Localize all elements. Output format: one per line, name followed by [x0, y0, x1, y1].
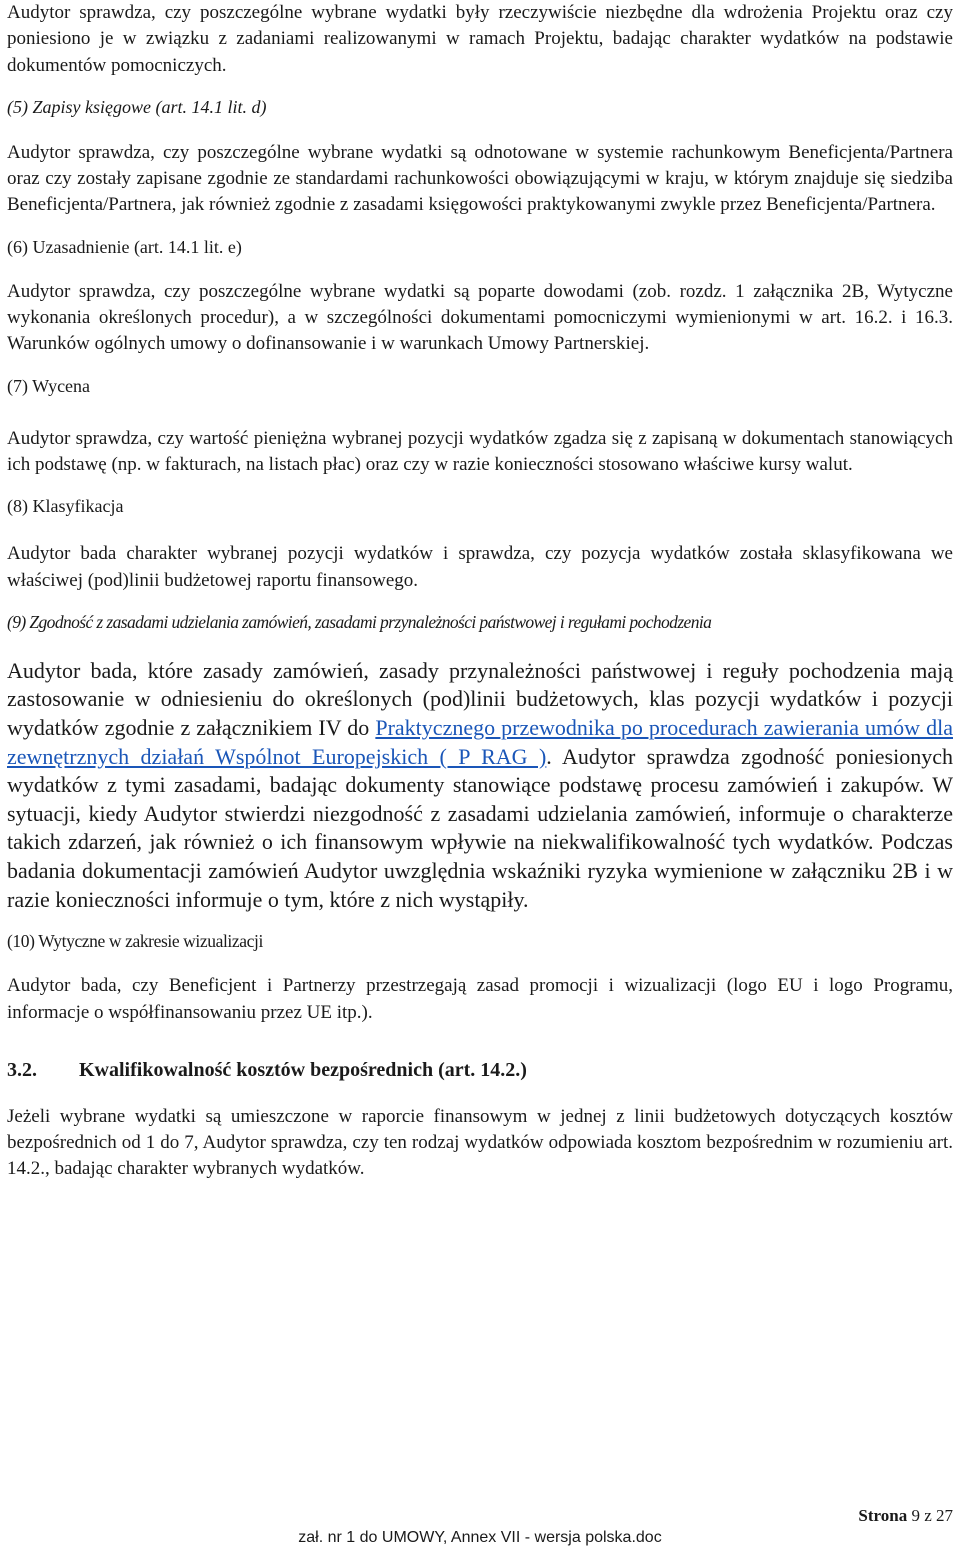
section-5-heading: (5) Zapisy księgowe (art. 14.1 lit. d): [7, 96, 267, 117]
section-9-paragraph: [7, 657, 953, 914]
section-6-heading: (6) Uzasadnienie (art. 14.1 lit. e): [7, 236, 242, 257]
section-7-paragraph: Audytor sprawdza, czy wartość pieniężna wybranej pozycji wydatków zgadza się z zapisaną w dokumentach stanowiących ich podstawę (np. w fakturach, na listach płac) oraz czy w razie konieczności stosowano właściwe kursy walut.: [7, 427, 953, 475]
section-10-heading: (10) Wytyczne w zakresie wizualizacji: [7, 931, 263, 952]
section-9-text-after: . Audytor sprawdza zgodność poniesionych wydatków z tymi zasadami, badając dokumenty stanowiące podstawę procesu zamówień i zakupów. W sytuacji, kiedy Audytor stwierdzi niezgodność z zasadami udzielania zamówień, informuje o charakterze takich zdarzeń, jak również o ich finansowym wpływie na niekwalifikowalność tych wydatków. Podczas badania dokumentacji zamówień Audytor uwzględnia wskaźniki ryzyka wymienione w załączniku 2B i w razie konieczności informuje o tym, które z nich wystąpiły.: [7, 743, 953, 912]
section-7-heading: (7) Wycena: [7, 375, 91, 396]
section-3-2-heading: [7, 1057, 953, 1083]
section-6-paragraph: Audytor sprawdza, czy poszczególne wybrane wydatki są poparte dowodami (zob. rozdz. 1 załącznika 2B, Wytyczne wykonania określonych procedur), a w szczególności dokumentami pomocniczymi wymienionymi w art. 16.2. i 16.3. Warunków ogólnych umowy o dofinansowanie i w warunkach Umowy Partnerskiej.: [7, 280, 953, 355]
section-9-text-before: Audytor bada, które zasady zamówień, zasady przynależności państwowej i reguły pochodzenia mają zastosowanie w odniesieniu do określonych (pod)linii budżetowych, klas pozycji wydatków i pozycji wydatków zgodnie z załącznikiem IV do: [7, 657, 953, 741]
page-total: z 27: [924, 1506, 953, 1525]
page-number: [858, 1506, 953, 1526]
section-8-paragraph: Audytor bada charakter wybranej pozycji wydatków i sprawdza, czy pozycja wydatków została sklasyfikowana we właściwej (pod)linii budżetowej raportu finansowego.: [7, 543, 953, 591]
document-page: [7, 0, 953, 1183]
section-3-2-paragraph: Jeżeli wybrane wydatki są umieszczone w raporcie finansowym w jednej z linii budżetowych dotyczących kosztów bezpośrednich od 1 do 7, Audytor sprawdza, czy ten rodzaj wydatków odpowiada kosztom bezpośrednim w rozumieniu art. 14.2., badając charakter wybranych wydatków.: [7, 1105, 953, 1180]
section-3-2-title: Kwalifikowalność kosztów bezpośrednich (art. 14.2.): [79, 1058, 527, 1081]
footer-filename: zał. nr 1 do UMOWY, Annex VII - wersja polska.doc: [298, 1529, 662, 1546]
section-3-2-number: 3.2.: [7, 1058, 37, 1081]
section-10-paragraph: Audytor bada, czy Beneficjent i Partnerzy przestrzegają zasad promocji i wizualizacji (logo EU i logo Programu, informacje o współfinansowaniu przez UE itp.).: [7, 975, 953, 1023]
page-label: Strona: [858, 1506, 908, 1525]
section-8-heading: (8) Klasyfikacja: [7, 496, 124, 517]
section-9-heading: (9) Zgodność z zasadami udzielania zamówień, zasadami przynależności państwowej i regułami pochodzenia: [7, 611, 712, 632]
prag-guide-link[interactable]: Praktycznego przewodnika po procedurach zawierania umów dla zewnętrznych działań Wspólnot Europejskich ( P RAG ): [7, 715, 953, 769]
section-5-paragraph: Audytor sprawdza, czy poszczególne wybrane wydatki są odnotowane w systemie rachunkowym Beneficjenta/Partnera oraz czy zostały zapisane zgodnie ze standardami rachunkowości obowiązującymi w kraju, w którym znajduje się siedziba Beneficjenta/Partnera, jak również zgodnie z zasadami księgowości praktykowanymi zwykle przez Beneficjenta/Partnera.: [7, 141, 953, 216]
intro-paragraph: Audytor sprawdza, czy poszczególne wybrane wydatki były rzeczywiście niezbędne dla wdrożenia Projektu oraz czy poniesiono je w związku z zadaniami realizowanymi w ramach Projektu, badając charakter wydatków na podstawie dokumentów pomocniczych.: [7, 2, 953, 76]
page-current: 9: [911, 1506, 920, 1525]
